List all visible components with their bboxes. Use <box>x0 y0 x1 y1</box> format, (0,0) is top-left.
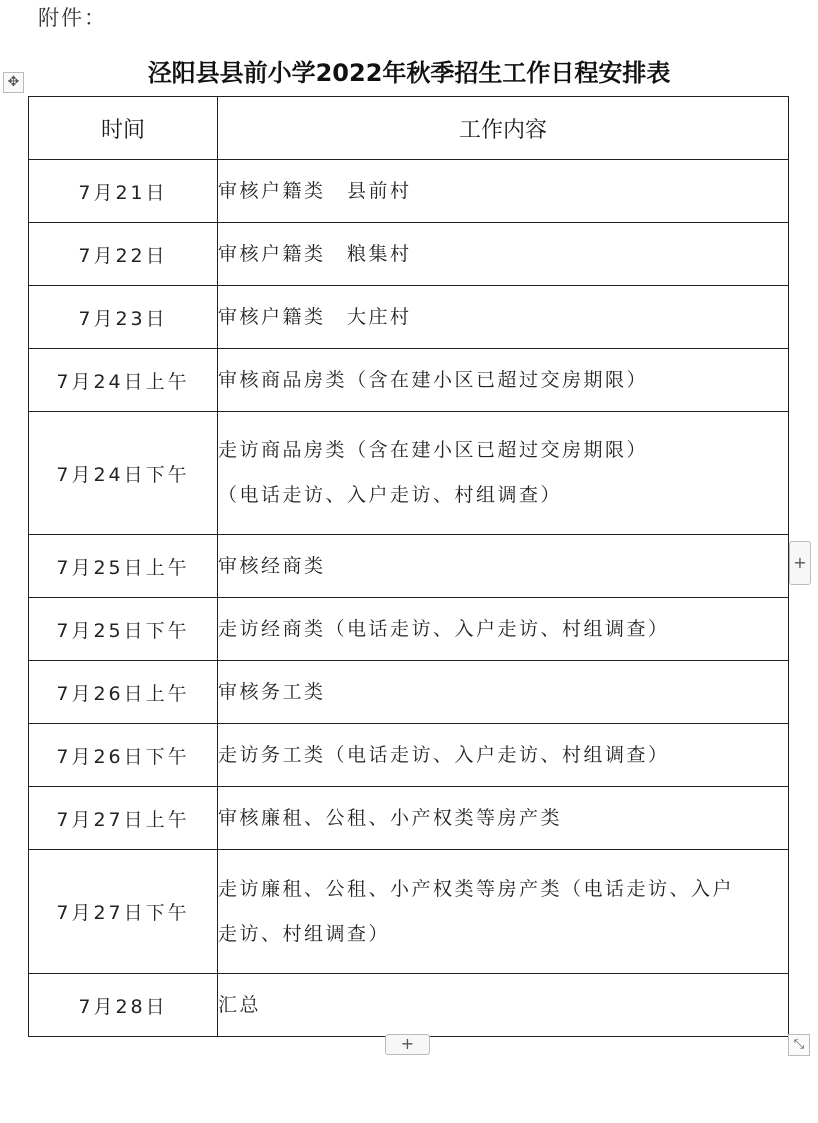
document-title: 泾阳县县前小学2022年秋季招生工作日程安排表 <box>147 59 671 87</box>
schedule-table <box>28 96 789 1037</box>
content-line: 审核户籍类 大庄村 <box>218 305 412 328</box>
content-line: 审核务工类 <box>218 680 326 703</box>
content-line: 汇总 <box>218 993 262 1016</box>
time-cell: 7月25日上午 <box>29 535 218 598</box>
content-cell <box>218 223 789 286</box>
table-row <box>29 974 789 1037</box>
add-row-button[interactable]: + <box>385 1034 430 1055</box>
table-resize-icon[interactable]: ⤡ <box>788 1034 810 1056</box>
table-row <box>29 535 789 598</box>
time-cell: 7月26日下午 <box>29 724 218 787</box>
header-time: 时间 <box>29 97 218 160</box>
content-cell <box>218 661 789 724</box>
content-line: 审核户籍类 县前村 <box>218 179 412 202</box>
time-cell: 7月24日下午 <box>29 412 218 535</box>
table-row <box>29 286 789 349</box>
time-cell: 7月24日上午 <box>29 349 218 412</box>
content-line: 审核经商类 <box>218 554 326 577</box>
content-cell <box>218 724 789 787</box>
table-header-row <box>29 97 789 160</box>
time-cell: 7月23日 <box>29 286 218 349</box>
content-line: 审核商品房类（含在建小区已超过交房期限） <box>218 368 649 391</box>
attachment-label: 附件： <box>38 6 107 30</box>
table-row <box>29 724 789 787</box>
add-column-button[interactable]: + <box>789 541 811 585</box>
content-cell <box>218 850 789 974</box>
table-row <box>29 349 789 412</box>
content-cell <box>218 412 789 535</box>
content-line: 走访、村组调查） <box>218 922 391 945</box>
content-line: 审核户籍类 粮集村 <box>218 242 412 265</box>
table-row <box>29 661 789 724</box>
time-cell: 7月28日 <box>29 974 218 1037</box>
content-line: 走访商品房类（含在建小区已超过交房期限） <box>218 439 649 461</box>
content-line: 走访经商类（电话走访、入户走访、村组调查） <box>218 617 670 640</box>
content-line: 走访廉租、公租、小产权类等房产类（电话走访、入户 <box>218 877 735 900</box>
content-cell <box>218 349 789 412</box>
content-cell <box>218 286 789 349</box>
time-cell: 7月25日下午 <box>29 598 218 661</box>
time-cell: 7月22日 <box>29 223 218 286</box>
time-cell: 7月21日 <box>29 160 218 223</box>
content-cell <box>218 535 789 598</box>
table-move-icon[interactable]: ✥ <box>3 72 24 93</box>
time-cell: 7月26日上午 <box>29 661 218 724</box>
time-cell: 7月27日上午 <box>29 787 218 850</box>
table-row <box>29 850 789 974</box>
content-cell <box>218 598 789 661</box>
content-line: 审核廉租、公租、小产权类等房产类 <box>218 806 563 829</box>
content-cell <box>218 974 789 1037</box>
header-content: 工作内容 <box>218 97 789 160</box>
content-line: （电话走访、入户走访、村组调查） <box>218 484 563 506</box>
time-cell: 7月27日下午 <box>29 850 218 974</box>
table-row <box>29 598 789 661</box>
table-row <box>29 160 789 223</box>
table-row <box>29 412 789 535</box>
content-cell <box>218 787 789 850</box>
table-row <box>29 223 789 286</box>
content-line: 走访务工类（电话走访、入户走访、村组调查） <box>218 743 670 766</box>
table-row <box>29 787 789 850</box>
content-cell <box>218 160 789 223</box>
